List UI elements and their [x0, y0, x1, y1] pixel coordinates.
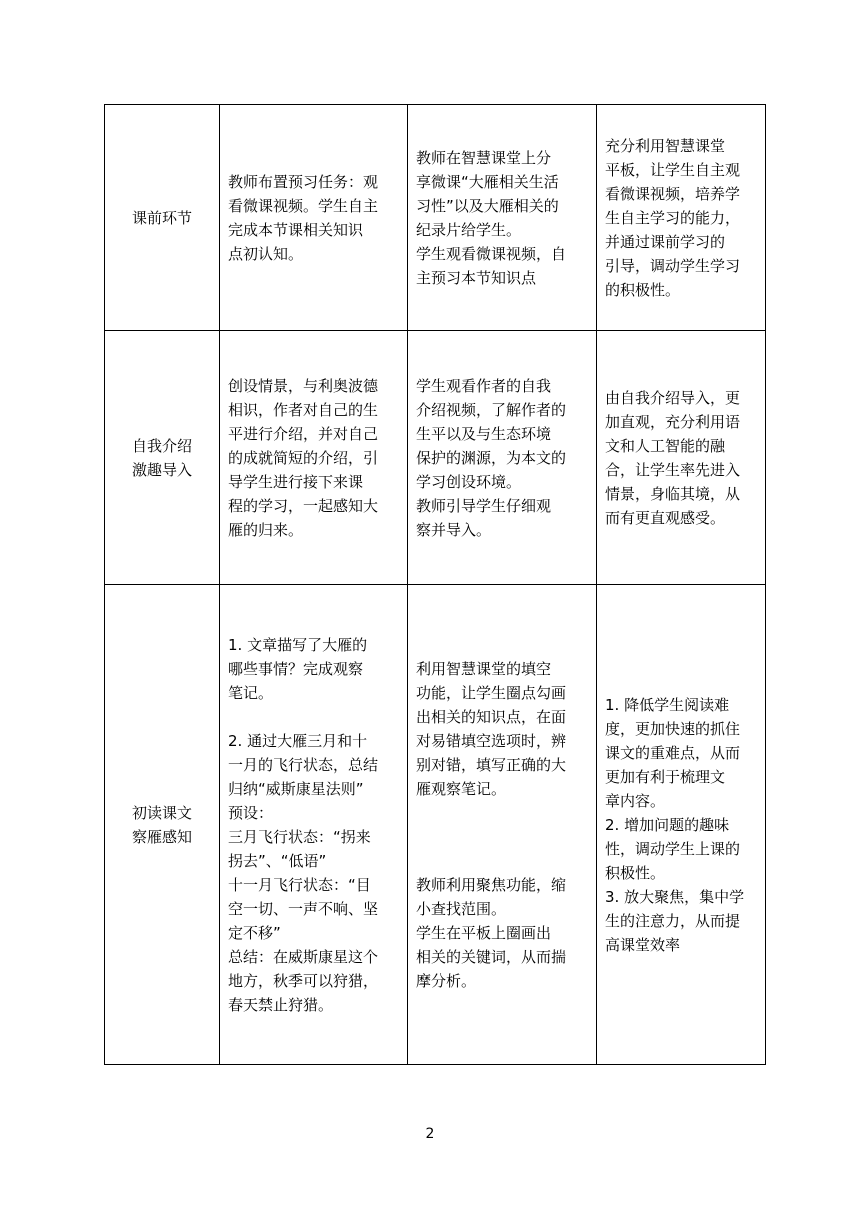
activity-cell: 教师在智慧课堂上分 享微课“大雁相关生活 习性”以及大雁相关的 纪录片给学生。 学生观看微课视频，自 主预习本节知识点: [408, 105, 597, 331]
teacher-cell: 教师布置预习任务：观 看微课视频。学生自主 完成本节课相关知识 点初认知。: [220, 105, 408, 331]
stage-cell: 初读课文 察雁感知: [105, 585, 220, 1065]
intent-cell: 充分利用智慧课堂 平板，让学生自主观 看微课视频，培养学 生自主学习的能力， 并通过课前学习的 引导，调动学生学习 的积极性。: [597, 105, 766, 331]
table-row: [105, 585, 766, 1065]
intent-cell: 1. 降低学生阅读难 度，更加快速的抓住 课文的重难点，从而 更加有利于梳理文 章内容。 2. 增加问题的趣味 性，调动学生上课的 积极性。 3. 放大聚焦，集中学 生的注意力，从而提 高课堂效率: [597, 585, 766, 1065]
activity-cell: 利用智慧课堂的填空 功能，让学生圈点勾画 出相关的知识点，在面 对易错填空选项时，辨 别对错，填写正确的大 雁观察笔记。 教师利用聚焦功能，缩 小查找范围。 学生在平板上圈画出 相关的关键词，从而揣 摩分析。: [408, 585, 597, 1065]
table-row: [105, 105, 766, 331]
blank-line: [416, 825, 588, 849]
blank-line: [416, 849, 588, 873]
page-number: 2: [425, 1126, 435, 1142]
blank-line: [228, 705, 399, 729]
teacher-cell: 创设情景，与利奥波德 相识，作者对自己的生 平进行介绍，并对自己 的成就简短的介绍，引 导学生进行接下来课 程的学习，一起感知大 雁的归来。: [220, 331, 408, 585]
lesson-plan-table: [104, 104, 766, 1065]
stage-cell: 自我介绍 激趣导入: [105, 331, 220, 585]
intent-cell: 由自我介绍导入，更 加直观，充分利用语 文和人工智能的融 合，让学生率先进入 情景，身临其境，从 而有更直观感受。: [597, 331, 766, 585]
blank-line: [416, 801, 588, 825]
table-row: [105, 331, 766, 585]
activity-cell: 学生观看作者的自我 介绍视频，了解作者的 生平以及与生态环境 保护的渊源，为本文的 学习创设环境。 教师引导学生仔细观 察并导入。: [408, 331, 597, 585]
teacher-cell: 1. 文章描写了大雁的 哪些事情？完成观察 笔记。 2. 通过大雁三月和十 一月的飞行状态，总结 归纳“威斯康星法则” 预设： 三月飞行状态：“拐来 拐去”、“低语” 十一月飞行状态：“目 空一切、一声不响、坚 定不移” 总结：在威斯康星这个 地方，秋季可以狩猎， 春天禁止狩猎。: [220, 585, 408, 1065]
stage-cell: 课前环节: [105, 105, 220, 331]
